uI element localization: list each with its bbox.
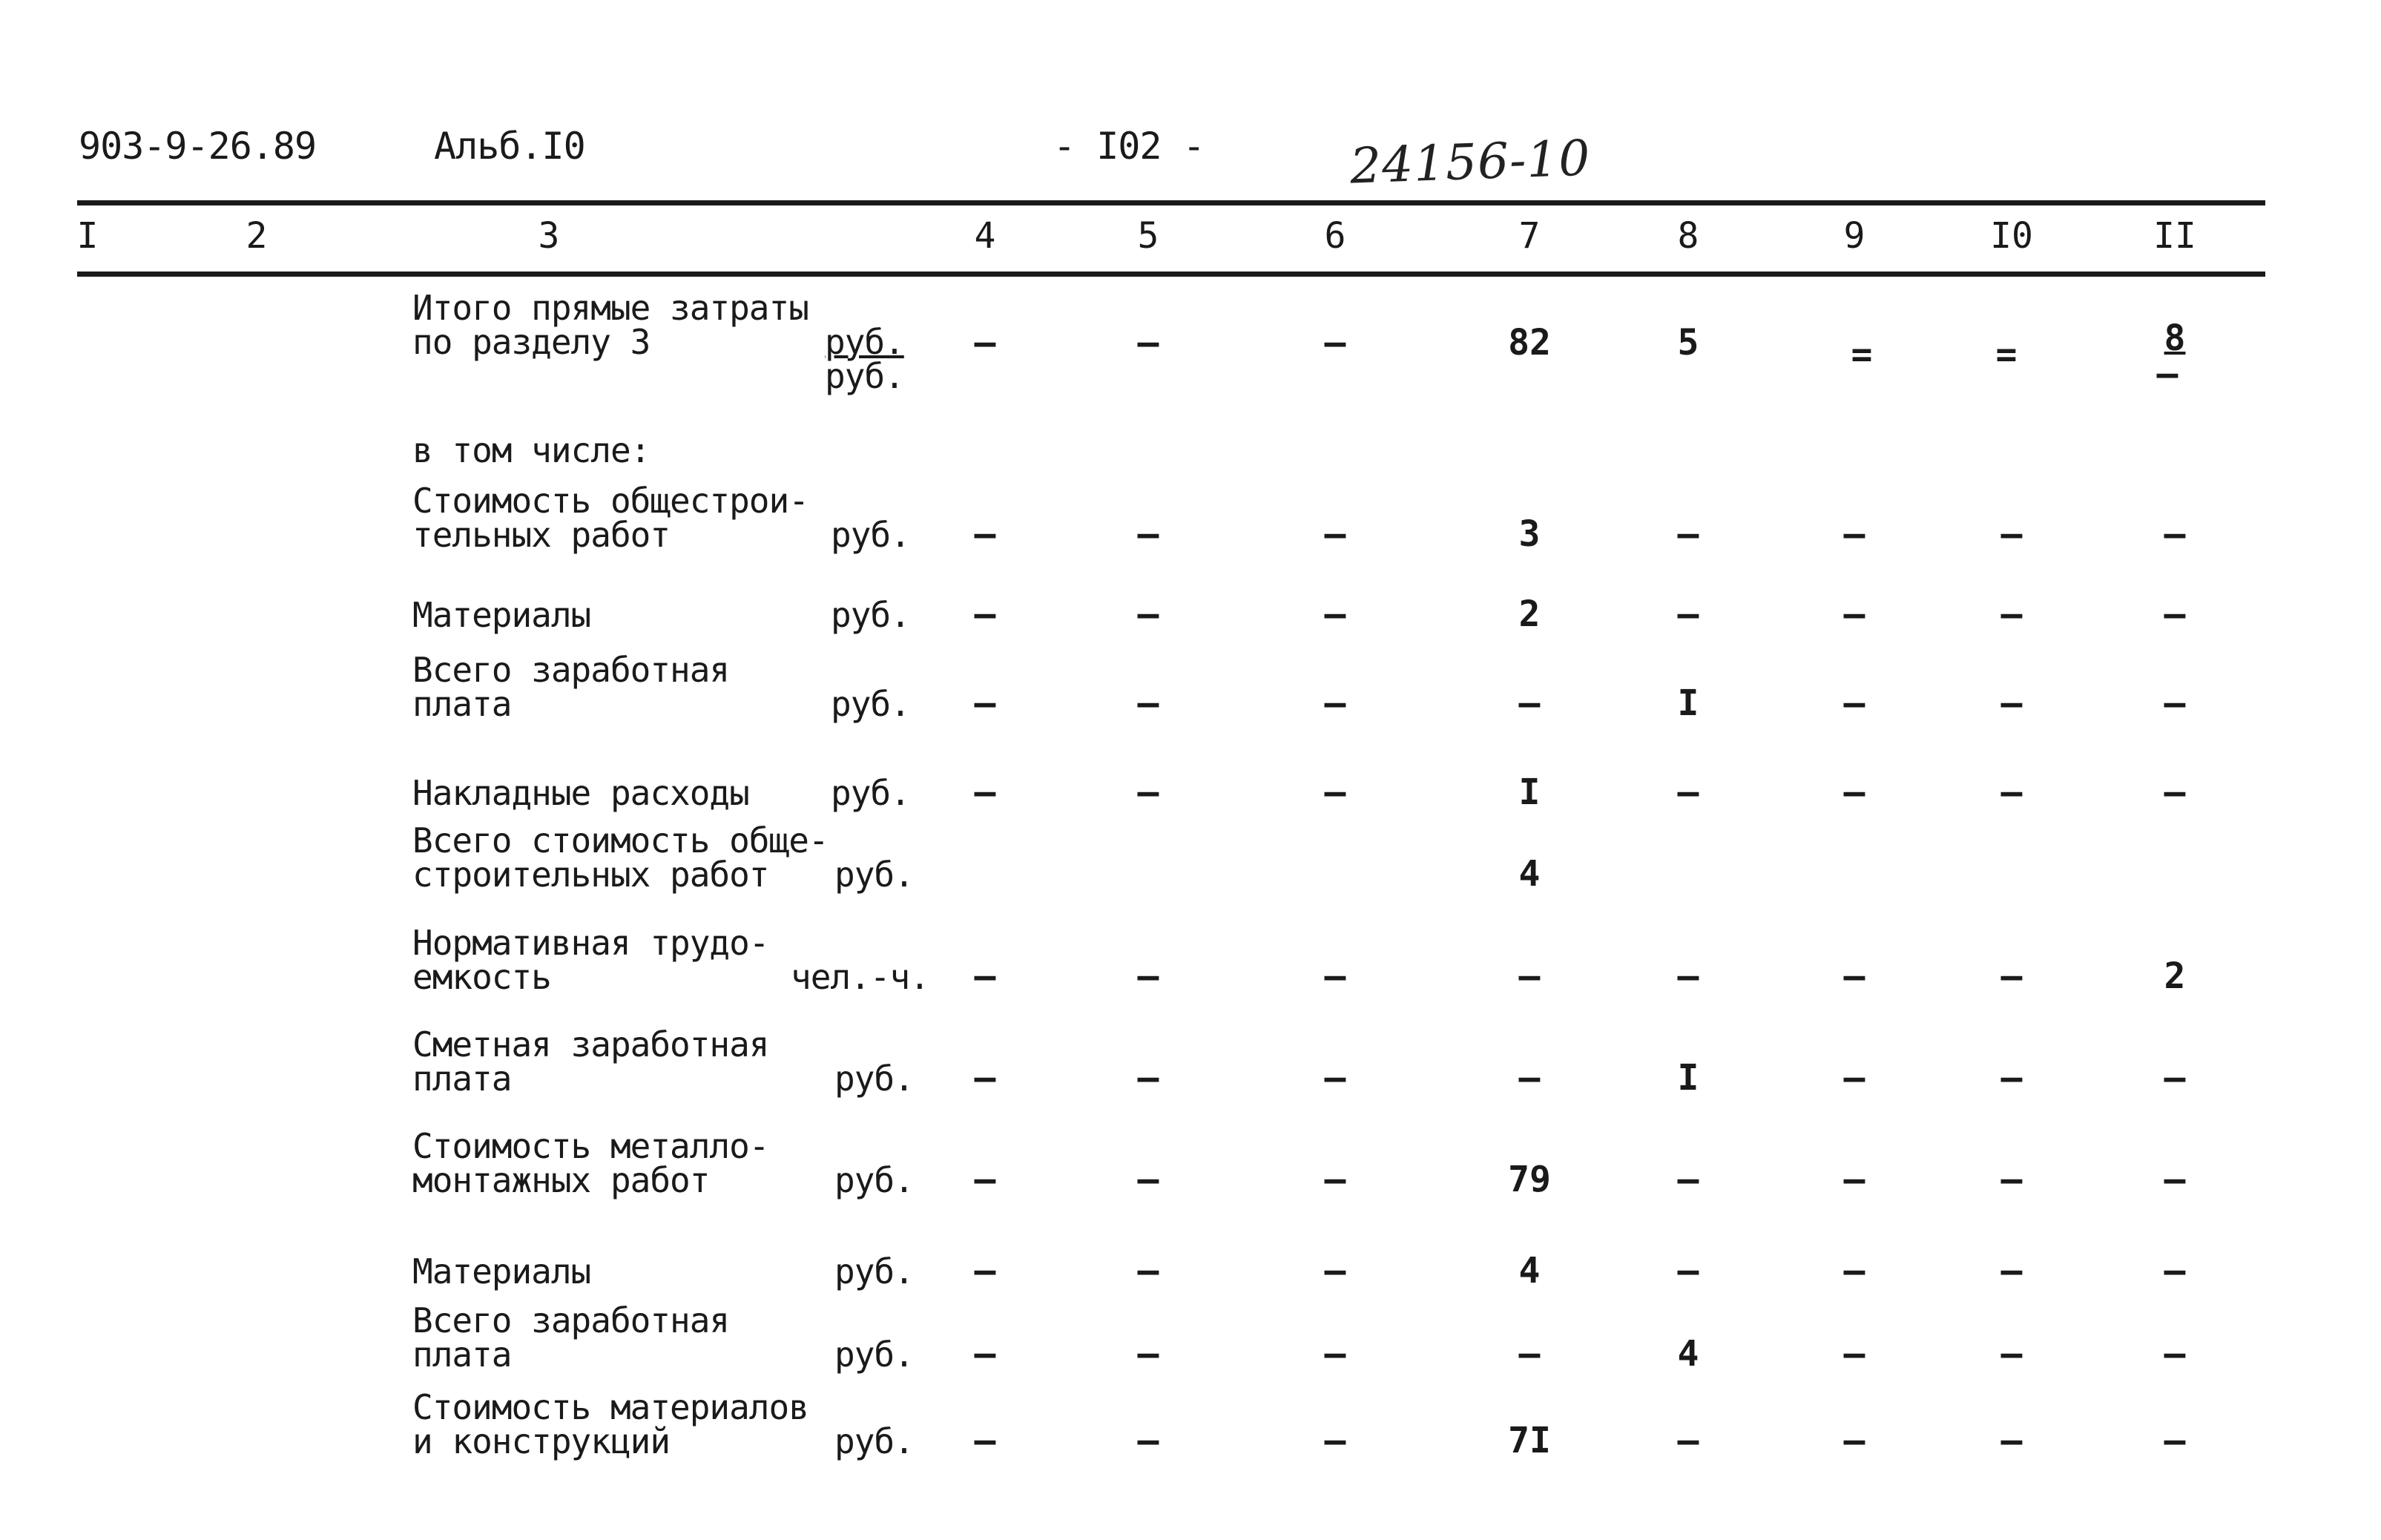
total-c10: = — [1995, 334, 2018, 375]
column-number-4: 4 — [974, 215, 996, 257]
row-cell-col10: – — [2000, 1250, 2023, 1291]
row-cell-col11: – — [2164, 771, 2186, 813]
row-cell-col8: – — [1677, 771, 1699, 813]
row-label-line2: Материалы — [412, 595, 591, 635]
row-cell-col7: 2 — [1518, 593, 1541, 635]
row-cell-col6: – — [1324, 1333, 1346, 1375]
column-number-6: 6 — [1324, 215, 1346, 257]
table-header-rule — [77, 272, 2265, 277]
row-unit: руб. — [834, 1251, 914, 1291]
total-label-line2: по разделу 3 — [412, 322, 651, 362]
row-cell-col7: 4 — [1518, 853, 1541, 895]
row-cell-col6: – — [1324, 593, 1346, 635]
row-cell-col4: – — [974, 955, 996, 997]
column-number-10: I0 — [1990, 215, 2033, 257]
row-label-line2: Накладные расходы — [412, 773, 749, 813]
row-cell-col8: 4 — [1677, 1333, 1699, 1375]
row-unit: чел.-ч. — [791, 957, 929, 997]
row-cell-col4: – — [974, 682, 996, 724]
row-cell-col11: 2 — [2164, 955, 2186, 997]
column-number-9: 9 — [1843, 215, 1865, 257]
total-c4: – — [974, 322, 996, 363]
handwritten-code: 24156-10 — [1348, 129, 1592, 195]
row-cell-col8: – — [1677, 593, 1699, 635]
row-cell-col6: – — [1324, 513, 1346, 555]
row-cell-col6: – — [1324, 1250, 1346, 1291]
row-cell-col8: I — [1677, 1057, 1699, 1099]
row-cell-col5: – — [1137, 1057, 1159, 1099]
row-label-line1: Всего заработная — [412, 650, 730, 690]
row-label-line2: плата — [412, 1335, 512, 1375]
table-top-rule — [77, 200, 2265, 205]
row-cell-col7: 7I — [1508, 1420, 1551, 1461]
row-cell-col10: – — [2000, 1420, 2023, 1461]
row-cell-col11: – — [2164, 513, 2186, 555]
column-number-8: 8 — [1677, 215, 1699, 257]
row-cell-col9: – — [1843, 771, 1865, 813]
row-unit: руб. — [831, 515, 910, 555]
row-cell-col7: 4 — [1518, 1250, 1541, 1291]
row-cell-col5: – — [1137, 771, 1159, 813]
row-cell-col11: – — [2164, 1420, 2186, 1461]
row-cell-col4: – — [974, 1057, 996, 1099]
row-cell-col9: – — [1843, 1333, 1865, 1375]
row-cell-col8: – — [1677, 1159, 1699, 1200]
row-cell-col7: – — [1518, 1057, 1541, 1099]
row-cell-col9: – — [1843, 593, 1865, 635]
row-label-line2: монтажных работ — [412, 1160, 710, 1200]
row-cell-col7: – — [1518, 955, 1541, 997]
row-cell-col6: – — [1324, 682, 1346, 724]
row-cell-col10: – — [2000, 771, 2023, 813]
row-label-line2: плата — [412, 1059, 512, 1099]
row-cell-col5: – — [1137, 1333, 1159, 1375]
row-cell-col11: – — [2164, 593, 2186, 635]
row-cell-col4: – — [974, 1420, 996, 1461]
row-cell-col4: – — [974, 1333, 996, 1375]
row-cell-col11: – — [2164, 1159, 2186, 1200]
row-cell-col9: – — [1843, 513, 1865, 555]
row-cell-col4: – — [974, 1250, 996, 1291]
row-cell-col9: – — [1843, 1057, 1865, 1099]
row-cell-col6: – — [1324, 955, 1346, 997]
row-cell-col7: – — [1518, 682, 1541, 724]
row-cell-col5: – — [1137, 1159, 1159, 1200]
doc-code: 903-9-26.89 — [79, 125, 317, 168]
row-cell-col5: – — [1137, 593, 1159, 635]
row-label-line1: Стоимость материалов — [412, 1387, 809, 1427]
row-cell-col10: – — [2000, 1333, 2023, 1375]
column-number-3: 3 — [538, 215, 560, 257]
row-cell-col9: – — [1843, 955, 1865, 997]
row-cell-col8: I — [1677, 682, 1699, 724]
column-number-11: II — [2153, 215, 2196, 257]
total-c9: = — [1851, 334, 1873, 375]
row-unit: руб. — [834, 1335, 914, 1375]
row-label-line1: Стоимость общестрои- — [412, 481, 809, 521]
row-label-line2: и конструкций — [412, 1421, 671, 1461]
row-cell-col6: – — [1324, 1057, 1346, 1099]
row-label-line1: Всего стоимость обще- — [412, 820, 829, 861]
row-cell-col9: – — [1843, 1250, 1865, 1291]
row-cell-col6: – — [1324, 1159, 1346, 1200]
subheading-including: в том числе: — [412, 430, 651, 470]
column-number-5: 5 — [1137, 215, 1159, 257]
row-label-line2: плата — [412, 684, 512, 724]
row-cell-col4: – — [974, 1159, 996, 1200]
row-cell-col5: – — [1137, 513, 1159, 555]
row-label-line1: Стоимость металло- — [412, 1126, 769, 1166]
row-cell-col11: – — [2164, 1333, 2186, 1375]
row-cell-col8: – — [1677, 955, 1699, 997]
row-label-line2: Материалы — [412, 1251, 591, 1291]
column-number-7: 7 — [1518, 215, 1541, 257]
row-cell-col11: – — [2164, 682, 2186, 724]
total-c7: 82 — [1508, 322, 1551, 363]
row-cell-col4: – — [974, 593, 996, 635]
row-cell-col6: – — [1324, 771, 1346, 813]
row-cell-col9: – — [1843, 1420, 1865, 1461]
row-unit: руб. — [831, 773, 910, 813]
row-cell-col10: – — [2000, 682, 2023, 724]
row-label-line1: Сметная заработная — [412, 1024, 769, 1064]
row-cell-col4: – — [974, 513, 996, 555]
row-cell-col5: – — [1137, 682, 1159, 724]
row-label-line2: тельных работ — [412, 515, 671, 555]
album-number: Альб.I0 — [434, 125, 585, 168]
row-unit: руб. — [831, 684, 910, 724]
row-cell-col5: – — [1137, 955, 1159, 997]
row-cell-col10: – — [2000, 1057, 2023, 1099]
row-cell-col10: – — [2000, 593, 2023, 635]
row-cell-col7: – — [1518, 1333, 1541, 1375]
row-cell-col8: – — [1677, 513, 1699, 555]
row-unit: руб. — [831, 595, 910, 635]
row-cell-col5: – — [1137, 1420, 1159, 1461]
row-cell-col10: – — [2000, 955, 2023, 997]
row-cell-col7: 3 — [1518, 513, 1541, 555]
total-c6: – — [1324, 322, 1346, 363]
total-c5: – — [1137, 322, 1159, 363]
row-cell-col7: I — [1518, 771, 1541, 813]
row-cell-col8: – — [1677, 1420, 1699, 1461]
total-c11-bottom: – — [2156, 353, 2179, 395]
row-label-line2: емкость — [412, 957, 551, 997]
row-unit: руб. — [834, 1160, 914, 1200]
row-cell-col4: – — [974, 771, 996, 813]
row-label-line1: Нормативная трудо- — [412, 923, 769, 963]
row-unit: руб. — [834, 1421, 914, 1461]
row-cell-col11: – — [2164, 1250, 2186, 1291]
row-cell-col10: – — [2000, 1159, 2023, 1200]
row-label-line2: строительных работ — [412, 855, 769, 895]
column-number-2: 2 — [246, 215, 268, 257]
row-cell-col6: – — [1324, 1420, 1346, 1461]
row-cell-col7: 79 — [1508, 1159, 1551, 1200]
row-cell-col11: – — [2164, 1057, 2186, 1099]
total-unit-denominator: руб. — [825, 356, 904, 396]
total-unit — [825, 322, 904, 396]
column-number-1: I — [76, 215, 99, 257]
row-cell-col9: – — [1843, 682, 1865, 724]
row-unit: руб. — [834, 1059, 914, 1099]
row-cell-col8: – — [1677, 1250, 1699, 1291]
total-c11-top: 8 — [2164, 317, 2186, 359]
row-unit: руб. — [834, 855, 914, 895]
row-label-line1: Всего заработная — [412, 1300, 730, 1340]
total-label-line1: Итого прямые затраты — [412, 288, 809, 328]
row-cell-col9: – — [1843, 1159, 1865, 1200]
total-c8: 5 — [1677, 322, 1699, 363]
page-number: - I02 - — [1053, 125, 1205, 168]
total-unit-numerator: руб. — [825, 322, 904, 362]
row-cell-col10: – — [2000, 513, 2023, 555]
row-cell-col5: – — [1137, 1250, 1159, 1291]
